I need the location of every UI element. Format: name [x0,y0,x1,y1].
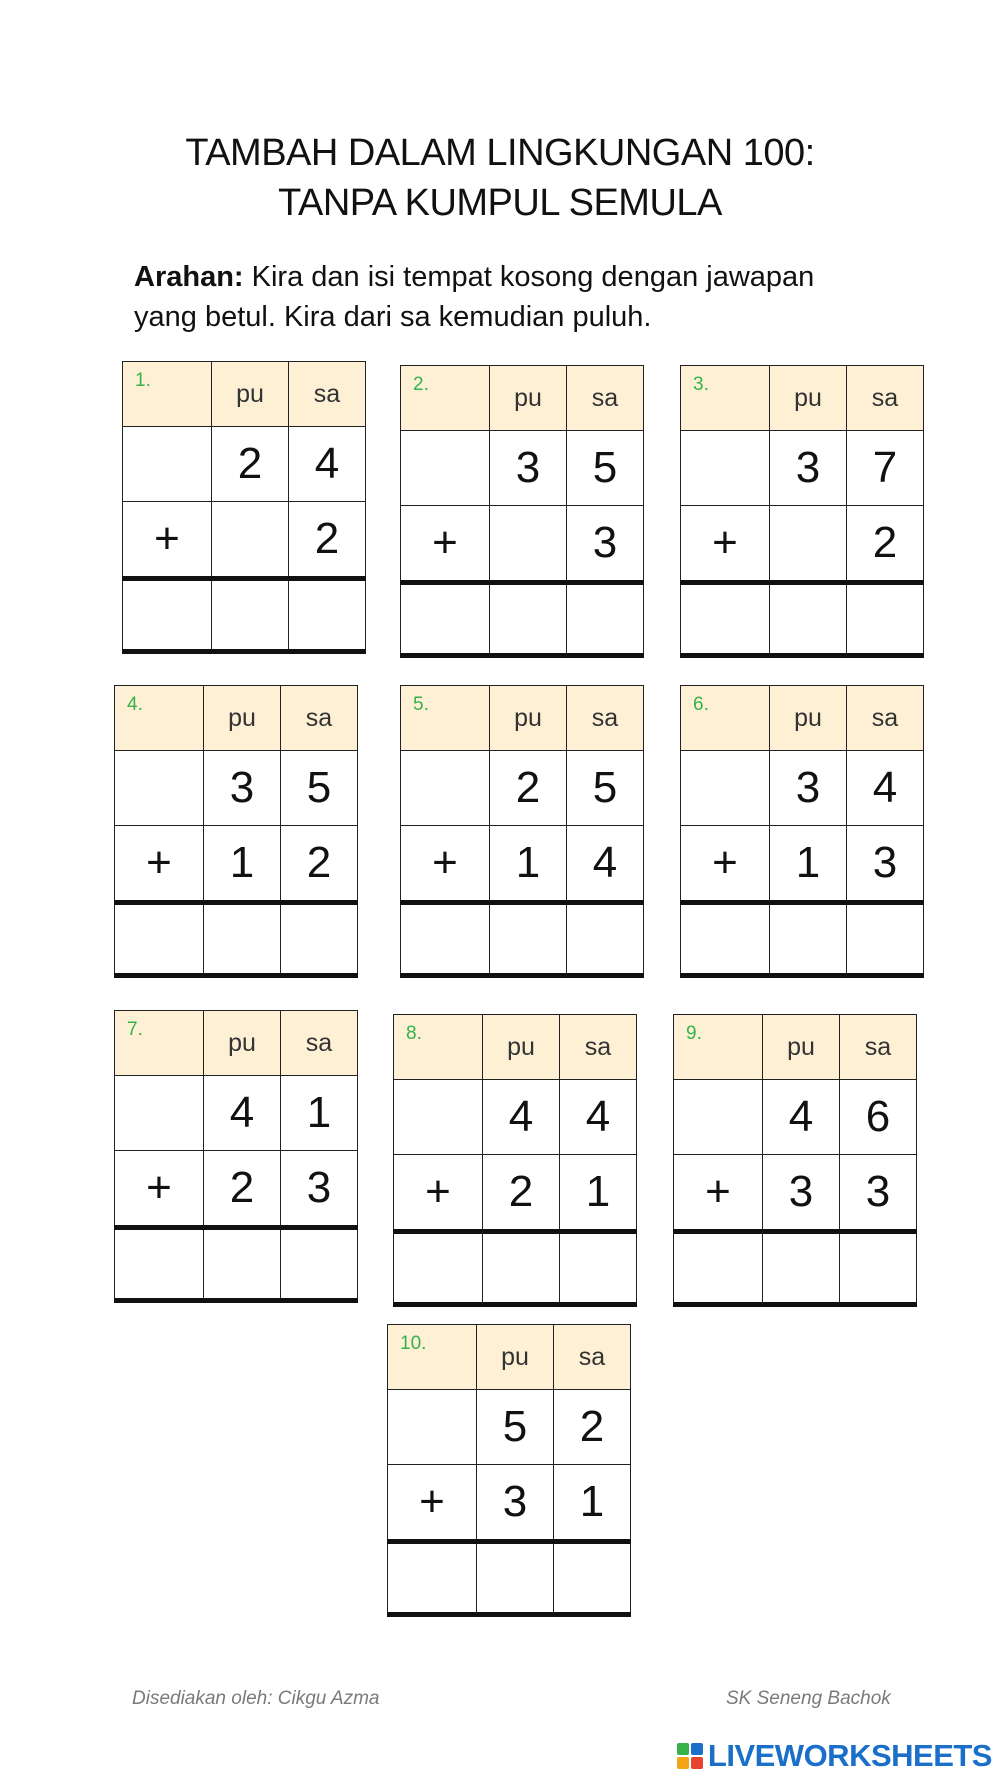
top-ones-digit: 7 [847,431,924,506]
bottom-ones-digit: 3 [840,1155,917,1232]
plus-sign: + [115,1151,204,1228]
problem-grid [673,1014,917,1307]
tens-header: pu [204,1011,281,1076]
ones-header: sa [567,366,644,431]
plus-sign: + [681,826,770,903]
tens-header: pu [770,366,847,431]
top-tens-digit: 4 [483,1080,560,1155]
answer-ones-input[interactable] [573,590,637,648]
bottom-tens-digit [212,502,289,579]
answer-hundreds-cell[interactable] [674,1232,763,1305]
tens-header: pu [212,362,289,427]
answer-tens-input[interactable] [769,1239,833,1297]
tens-header: pu [490,686,567,751]
ones-header: sa [847,686,924,751]
answer-tens-cell[interactable] [483,1232,560,1305]
bottom-tens-digit: 3 [763,1155,840,1232]
ones-header: sa [289,362,366,427]
top-operator-cell [123,427,212,502]
instructions-label: Arahan: [134,261,244,293]
plus-sign: + [388,1465,477,1542]
ones-header: sa [840,1015,917,1080]
plus-sign: + [681,506,770,583]
answer-tens-input[interactable] [776,590,840,648]
problem-6 [680,685,908,975]
bottom-tens-digit: 2 [483,1155,560,1232]
top-tens-digit: 3 [204,751,281,826]
tens-header: pu [477,1325,554,1390]
bottom-ones-digit: 2 [281,826,358,903]
answer-ones-input[interactable] [853,910,917,968]
answer-hundreds-input[interactable] [693,590,757,648]
problem-8 [393,1014,621,1304]
problem-1 [122,361,350,651]
answer-tens-cell[interactable] [490,903,567,976]
bottom-tens-digit: 1 [490,826,567,903]
ones-header: sa [567,686,644,751]
bottom-tens-digit: 3 [477,1465,554,1542]
problem-grid [400,365,644,658]
problem-5 [400,685,628,975]
answer-ones-input[interactable] [287,910,351,968]
top-operator-cell [388,1390,477,1465]
top-ones-digit: 5 [567,751,644,826]
problem-number: 3. [681,366,770,431]
top-operator-cell [674,1080,763,1155]
answer-ones-input[interactable] [560,1549,624,1607]
answer-tens-input[interactable] [496,910,560,968]
answer-ones-input[interactable] [287,1235,351,1293]
answer-hundreds-cell[interactable] [681,583,770,656]
footer-prepared-by: Disediakan oleh: Cikgu Azma [132,1688,380,1709]
answer-ones-input[interactable] [566,1239,630,1297]
problem-number: 1. [123,362,212,427]
answer-hundreds-input[interactable] [686,1239,750,1297]
problem-number: 8. [394,1015,483,1080]
answer-hundreds-input[interactable] [413,590,477,648]
answer-ones-input[interactable] [573,910,637,968]
answer-ones-cell[interactable] [567,583,644,656]
answer-tens-cell[interactable] [204,903,281,976]
answer-hundreds-input[interactable] [127,1235,191,1293]
plus-sign: + [123,502,212,579]
problem-number: 6. [681,686,770,751]
plus-sign: + [401,506,490,583]
tens-header: pu [763,1015,840,1080]
problem-number: 2. [401,366,490,431]
top-ones-digit: 2 [554,1390,631,1465]
top-operator-cell [394,1080,483,1155]
answer-tens-input[interactable] [210,910,274,968]
answer-tens-cell[interactable] [212,579,289,652]
problem-number: 9. [674,1015,763,1080]
problem-grid [114,685,358,978]
top-operator-cell [681,751,770,826]
answer-hundreds-cell[interactable] [115,1228,204,1301]
bottom-ones-digit: 1 [560,1155,637,1232]
answer-ones-cell[interactable] [281,903,358,976]
answer-ones-cell[interactable] [840,1232,917,1305]
liveworksheets-icon [677,1743,703,1769]
top-ones-digit: 6 [840,1080,917,1155]
plus-sign: + [674,1155,763,1232]
top-tens-digit: 3 [770,431,847,506]
top-tens-digit: 3 [490,431,567,506]
top-operator-cell [115,751,204,826]
answer-hundreds-cell[interactable] [394,1232,483,1305]
answer-hundreds-cell[interactable] [401,903,490,976]
top-operator-cell [401,751,490,826]
top-ones-digit: 5 [567,431,644,506]
problem-grid [387,1324,631,1617]
answer-hundreds-cell[interactable] [681,903,770,976]
top-tens-digit: 3 [770,751,847,826]
answer-tens-cell[interactable] [490,583,567,656]
problem-2 [400,365,628,655]
top-ones-digit: 5 [281,751,358,826]
answer-ones-input[interactable] [853,590,917,648]
problem-grid [400,685,644,978]
bottom-ones-digit: 4 [567,826,644,903]
plus-sign: + [401,826,490,903]
answer-tens-cell[interactable] [477,1542,554,1615]
bottom-tens-digit: 1 [204,826,281,903]
answer-tens-cell[interactable] [763,1232,840,1305]
answer-tens-input[interactable] [210,1235,274,1293]
answer-hundreds-input[interactable] [400,1549,464,1607]
top-operator-cell [681,431,770,506]
bottom-tens-digit [770,506,847,583]
title-line-1: TAMBAH DALAM LINGKUNGAN 100: [185,132,815,174]
bottom-ones-digit: 3 [281,1151,358,1228]
tens-header: pu [483,1015,560,1080]
ones-header: sa [554,1325,631,1390]
problem-4 [114,685,342,975]
problem-grid [680,365,924,658]
answer-tens-input[interactable] [483,1549,547,1607]
problem-grid [393,1014,637,1307]
answer-hundreds-input[interactable] [135,586,199,644]
instructions [134,257,894,337]
ones-header: sa [847,366,924,431]
top-operator-cell [401,431,490,506]
answer-hundreds-input[interactable] [127,910,191,968]
problem-number: 10. [388,1325,477,1390]
instructions-line-1: Kira dan isi tempat kosong dengan jawapan [243,261,815,293]
top-operator-cell [115,1076,204,1151]
answer-ones-input[interactable] [295,586,359,644]
answer-tens-cell[interactable] [770,583,847,656]
page-title [0,128,1000,228]
answer-tens-input[interactable] [218,586,282,644]
problem-9 [673,1014,901,1304]
ones-header: sa [281,686,358,751]
tens-header: pu [490,366,567,431]
bottom-ones-digit: 3 [847,826,924,903]
answer-tens-input[interactable] [496,590,560,648]
bottom-tens-digit: 2 [204,1151,281,1228]
top-tens-digit: 2 [490,751,567,826]
top-ones-digit: 4 [289,427,366,502]
plus-sign: + [115,826,204,903]
answer-hundreds-input[interactable] [413,910,477,968]
answer-ones-cell[interactable] [281,1228,358,1301]
answer-hundreds-cell[interactable] [388,1542,477,1615]
brand-name: LIVEWORKSHEETS [707,1738,992,1773]
brand-logo[interactable] [677,1738,992,1774]
answer-tens-input[interactable] [489,1239,553,1297]
problem-3 [680,365,908,655]
top-ones-digit: 1 [281,1076,358,1151]
answer-ones-input[interactable] [846,1239,910,1297]
bottom-ones-digit: 1 [554,1465,631,1542]
answer-hundreds-cell[interactable] [401,583,490,656]
bottom-tens-digit [490,506,567,583]
tens-header: pu [204,686,281,751]
ones-header: sa [560,1015,637,1080]
top-tens-digit: 2 [212,427,289,502]
plus-sign: + [394,1155,483,1232]
ones-header: sa [281,1011,358,1076]
problem-number: 7. [115,1011,204,1076]
answer-ones-cell[interactable] [289,579,366,652]
bottom-ones-digit: 2 [289,502,366,579]
answer-ones-cell[interactable] [560,1232,637,1305]
answer-hundreds-cell[interactable] [115,903,204,976]
answer-hundreds-input[interactable] [693,910,757,968]
instructions-line-2: yang betul. Kira dari sa kemudian puluh. [134,301,652,333]
answer-tens-input[interactable] [776,910,840,968]
answer-tens-cell[interactable] [770,903,847,976]
answer-ones-cell[interactable] [554,1542,631,1615]
problem-10 [387,1324,615,1614]
bottom-ones-digit: 3 [567,506,644,583]
answer-ones-cell[interactable] [847,583,924,656]
problem-number: 5. [401,686,490,751]
problem-7 [114,1010,342,1300]
answer-ones-cell[interactable] [567,903,644,976]
bottom-tens-digit: 1 [770,826,847,903]
top-ones-digit: 4 [847,751,924,826]
problem-grid [114,1010,358,1303]
problem-grid [122,361,366,654]
answer-hundreds-cell[interactable] [123,579,212,652]
top-ones-digit: 4 [560,1080,637,1155]
title-line-2: TANPA KUMPUL SEMULA [278,182,722,224]
tens-header: pu [770,686,847,751]
top-tens-digit: 4 [204,1076,281,1151]
problem-number: 4. [115,686,204,751]
bottom-ones-digit: 2 [847,506,924,583]
answer-tens-cell[interactable] [204,1228,281,1301]
top-tens-digit: 4 [763,1080,840,1155]
footer-school: SK Seneng Bachok [726,1688,891,1709]
problem-grid [680,685,924,978]
answer-ones-cell[interactable] [847,903,924,976]
answer-hundreds-input[interactable] [406,1239,470,1297]
top-tens-digit: 5 [477,1390,554,1465]
